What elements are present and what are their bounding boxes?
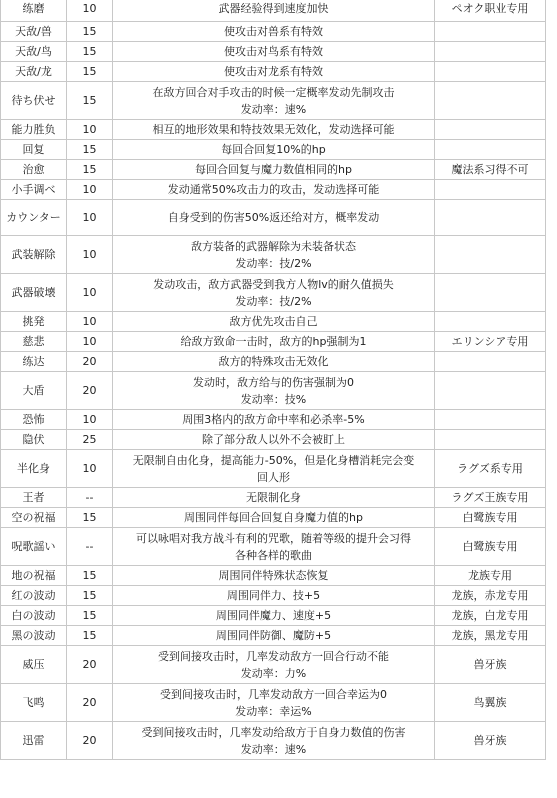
skill-desc (113, 528, 435, 566)
desc-line: 敌方优先攻击自己 (229, 315, 318, 328)
skill-name: 武器破壊 (1, 274, 67, 312)
skill-desc (113, 62, 435, 82)
skill-name: 慈悲 (1, 332, 67, 352)
skill-desc (113, 120, 435, 140)
skill-note (435, 42, 546, 62)
skill-name: 大盾 (1, 372, 67, 410)
desc-line: 周围同伴力、技+5 (226, 589, 321, 602)
skill-desc (113, 332, 435, 352)
skill-value: 15 (67, 606, 113, 626)
desc-line: 发动率：速% (240, 742, 307, 756)
skill-name: 练磨 (1, 0, 67, 22)
skill-note (435, 140, 546, 160)
desc-line: 周围同伴防御、魔防+5 (215, 629, 332, 642)
skill-value: 10 (67, 274, 113, 312)
table-row (1, 684, 546, 722)
skill-value: 20 (67, 372, 113, 410)
skill-value: 15 (67, 626, 113, 646)
skill-note: 兽牙族 (435, 646, 546, 684)
table-row (1, 488, 546, 508)
skill-note (435, 22, 546, 42)
skill-note (435, 352, 546, 372)
desc-line: 周围同伴特殊状态恢复 (218, 569, 329, 582)
table-row (1, 430, 546, 450)
desc-line: 使攻击对兽系有特效 (224, 25, 323, 38)
skill-note: ラグズ系专用 (435, 450, 546, 488)
skill-desc (113, 566, 435, 586)
table-row (1, 42, 546, 62)
skill-value: 15 (67, 62, 113, 82)
table-row (1, 180, 546, 200)
skill-note (435, 82, 546, 120)
skill-note: 龙族，黑龙专用 (435, 626, 546, 646)
desc-line: 无限制自由化身，提高能力-50%，但是化身槽消耗完会变 (132, 453, 415, 467)
skill-desc (113, 372, 435, 410)
skill-desc (113, 430, 435, 450)
skill-value: 10 (67, 450, 113, 488)
skill-desc (113, 82, 435, 120)
skill-name: 威压 (1, 646, 67, 684)
skill-name: 半化身 (1, 450, 67, 488)
desc-line: 自身受到的伤害50%返还给对方，概率发动 (167, 211, 380, 224)
skill-note: 鸟翼族 (435, 684, 546, 722)
desc-line: 每回合回复与魔力数值相同的hp (195, 163, 352, 176)
desc-line: 回人形 (257, 470, 290, 484)
skill-desc (113, 508, 435, 528)
skill-note: 龙族，赤龙专用 (435, 586, 546, 606)
skill-name: 武装解除 (1, 236, 67, 274)
skill-name: 白の波动 (1, 606, 67, 626)
skill-name: 恐怖 (1, 410, 67, 430)
desc-line: 发动率：幸运% (235, 704, 312, 718)
skill-name: 回复 (1, 140, 67, 160)
skill-desc (113, 200, 435, 236)
skill-name: 练达 (1, 352, 67, 372)
table-row (1, 22, 546, 42)
desc-line: 发动时，敌方给与的伤害强制为0 (193, 375, 354, 389)
desc-line: 给敌方致命一击时，敌方的hp强制为1 (180, 335, 367, 348)
skill-desc (113, 488, 435, 508)
desc-line: 受到间接攻击时，几率发动敌方一回合行动不能 (158, 649, 389, 663)
skill-name: 治愈 (1, 160, 67, 180)
skill-note (435, 236, 546, 274)
desc-line: 各种各样的歌曲 (235, 548, 312, 562)
skill-desc (113, 586, 435, 606)
desc-line: 相互的地形效果和特技效果无效化，发动选择可能 (152, 123, 395, 136)
skill-value: 20 (67, 646, 113, 684)
table-row (1, 722, 546, 760)
desc-line: 发动率：速% (240, 102, 307, 116)
desc-line: 发动通常50%攻击力的攻击，发动选择可能 (167, 183, 380, 196)
skill-value: 15 (67, 566, 113, 586)
desc-line: 敌方的特殊攻击无效化 (218, 355, 329, 368)
skill-note: 白鹭族专用 (435, 508, 546, 528)
skill-name: 迅雷 (1, 722, 67, 760)
skill-value: 15 (67, 140, 113, 160)
table-row (1, 236, 546, 274)
skill-desc (113, 160, 435, 180)
skill-note: ラグズ王族专用 (435, 488, 546, 508)
skill-name: 隐伏 (1, 430, 67, 450)
skill-note: 龙族，白龙专用 (435, 606, 546, 626)
table-row (1, 200, 546, 236)
skill-name: 飞鸣 (1, 684, 67, 722)
desc-line: 发动率：技/2% (235, 294, 312, 308)
skill-name: 天敌/鸟 (1, 42, 67, 62)
table-row (1, 508, 546, 528)
skill-value: 10 (67, 200, 113, 236)
table-row (1, 626, 546, 646)
skill-value: 10 (67, 120, 113, 140)
skill-note (435, 120, 546, 140)
skill-desc (113, 606, 435, 626)
skill-name: 空の祝福 (1, 508, 67, 528)
skill-name: カウンター (1, 200, 67, 236)
skill-name: 王者 (1, 488, 67, 508)
skill-desc (113, 22, 435, 42)
skill-note (435, 274, 546, 312)
skill-note (435, 312, 546, 332)
skill-desc (113, 450, 435, 488)
desc-line: 每回合回复10%的hp (221, 143, 326, 156)
skill-note: エリンシア专用 (435, 332, 546, 352)
skill-note (435, 410, 546, 430)
skill-name: 呪歌謡い (1, 528, 67, 566)
skill-value: 10 (67, 0, 113, 22)
table-row (1, 566, 546, 586)
skill-value: 15 (67, 160, 113, 180)
table-row (1, 274, 546, 312)
table-row (1, 332, 546, 352)
skill-note: 白鹭族专用 (435, 528, 546, 566)
desc-line: 无限制化身 (246, 491, 301, 504)
skill-value: 20 (67, 352, 113, 372)
desc-line: 受到间接攻击时，几率发动敌方一回合幸运为0 (160, 687, 387, 701)
desc-line: 周围3格内的敌方命中率和必杀率-5% (182, 413, 365, 426)
skill-name: 能力胜负 (1, 120, 67, 140)
table-row (1, 140, 546, 160)
skill-name: 挑発 (1, 312, 67, 332)
skill-note: 魔法系习得不可 (435, 160, 546, 180)
skill-value: 20 (67, 722, 113, 760)
skill-desc (113, 684, 435, 722)
table-row (1, 82, 546, 120)
desc-line: 周围同伴魔力、速度+5 (215, 609, 332, 622)
table-row (1, 646, 546, 684)
skill-value: 15 (67, 508, 113, 528)
skills-table-body (1, 0, 546, 760)
skill-desc (113, 352, 435, 372)
desc-line: 武器经验得到速度加快 (218, 1, 329, 15)
table-row (1, 352, 546, 372)
table-row (1, 62, 546, 82)
desc-line: 周围同伴每回合回复自身魔力值的hp (184, 511, 363, 524)
desc-line: 在敌方回合对手攻击的时候一定概率发动先制攻击 (152, 85, 395, 99)
skill-note (435, 62, 546, 82)
skill-desc (113, 410, 435, 430)
skill-desc (113, 626, 435, 646)
table-row (1, 0, 546, 22)
desc-line: 敌方装备的武器解除为未装备状态 (191, 239, 356, 253)
skill-value: 10 (67, 236, 113, 274)
desc-line: 可以咏唱对我方战斗有利的咒歌，随着等级的提升会习得 (136, 531, 411, 545)
skill-note (435, 180, 546, 200)
skill-name: 黑の波动 (1, 626, 67, 646)
skill-desc (113, 0, 435, 22)
skill-desc (113, 180, 435, 200)
table-row (1, 528, 546, 566)
skill-name: 小手调べ (1, 180, 67, 200)
table-row (1, 606, 546, 626)
skill-desc (113, 722, 435, 760)
skill-value: -- (67, 528, 113, 566)
skill-value: 10 (67, 332, 113, 352)
skill-value: 25 (67, 430, 113, 450)
skill-value: 10 (67, 180, 113, 200)
skill-desc (113, 236, 435, 274)
desc-line: 发动攻击，敌方武器受到我方人物lv的耐久值损失 (153, 277, 394, 291)
table-row (1, 586, 546, 606)
skill-name: 天敌/龙 (1, 62, 67, 82)
skill-value: 15 (67, 22, 113, 42)
skill-value: 10 (67, 312, 113, 332)
skill-value: 10 (67, 410, 113, 430)
skill-name: 待ち伏せ (1, 82, 67, 120)
skill-desc (113, 274, 435, 312)
skill-desc (113, 140, 435, 160)
desc-line: 除了部分敌人以外不会被盯上 (202, 433, 345, 446)
skill-name: 天敌/兽 (1, 22, 67, 42)
desc-line: 发动率：技/2% (235, 256, 312, 270)
desc-line: 受到间接攻击时，几率发动给敌方于自身力数值的伤害 (141, 725, 406, 739)
table-row (1, 120, 546, 140)
skill-note (435, 200, 546, 236)
skill-note (435, 430, 546, 450)
skill-value: 15 (67, 586, 113, 606)
skill-note: 龙族专用 (435, 566, 546, 586)
skill-name: 地の祝福 (1, 566, 67, 586)
desc-line: 使攻击对龙系有特效 (224, 65, 323, 78)
skill-name: 红の波动 (1, 586, 67, 606)
skill-desc (113, 312, 435, 332)
skill-note (435, 372, 546, 410)
table-row (1, 372, 546, 410)
table-row (1, 410, 546, 430)
skill-note: ペオク职业专用 (435, 0, 546, 22)
table-row (1, 160, 546, 180)
desc-line: 使攻击对鸟系有特效 (224, 45, 323, 58)
skill-value: 15 (67, 42, 113, 62)
skill-value: -- (67, 488, 113, 508)
desc-line: 发动率：力% (240, 666, 307, 680)
skill-value: 15 (67, 82, 113, 120)
skill-desc (113, 646, 435, 684)
skill-value: 20 (67, 684, 113, 722)
table-row (1, 450, 546, 488)
skill-desc (113, 42, 435, 62)
skill-note: 兽牙族 (435, 722, 546, 760)
table-row (1, 312, 546, 332)
desc-line: 发动率：技% (240, 392, 307, 406)
